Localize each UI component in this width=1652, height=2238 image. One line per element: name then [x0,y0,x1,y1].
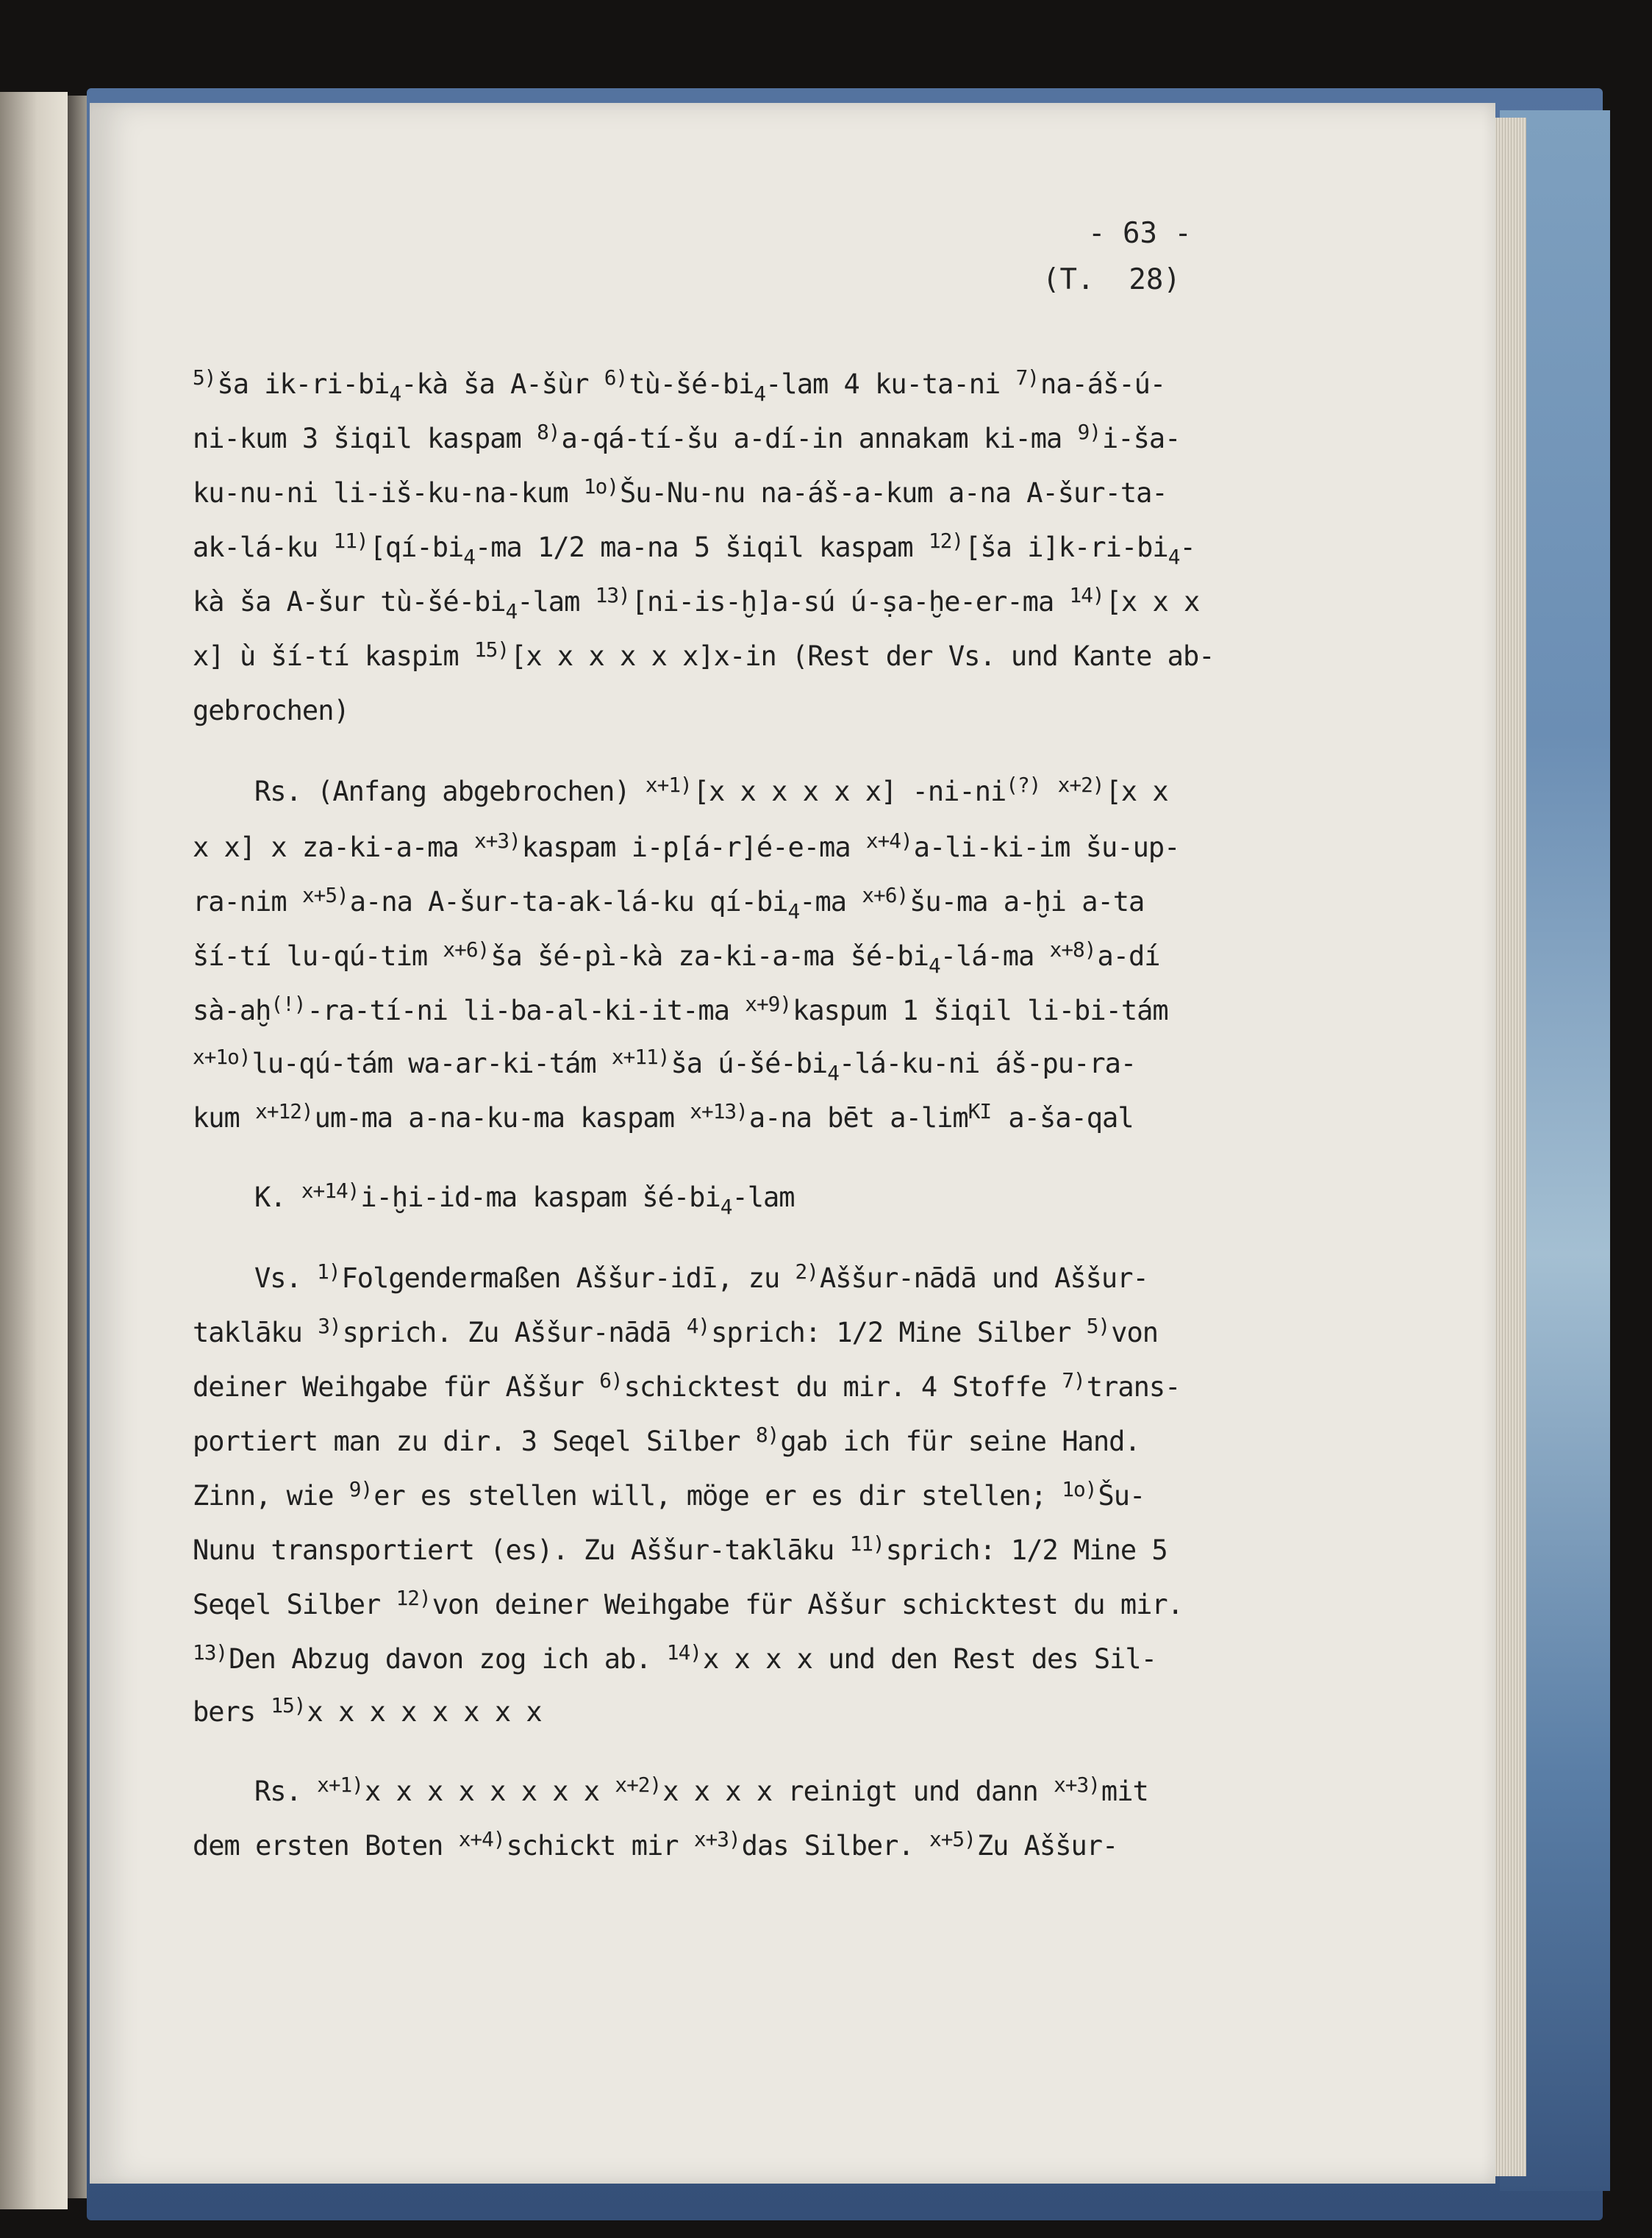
text-run: a-qá-tí-šu a-dí-in annakam ki-ma [561,423,1078,454]
line-text [193,1476,1145,1512]
text-line [193,1692,542,1728]
line-number-mark: 11) [333,528,368,553]
line-number-mark: 5) [193,365,216,390]
line-text [193,473,1168,509]
text-run: sprich: 1/2 Mine Silber [711,1317,1087,1348]
text-run: a-li-ki-im šu-up- [913,832,1180,863]
line-number-mark: 13) [595,582,630,607]
line-number-mark: x+2) [615,1772,662,1797]
line-number-mark: x+9) [745,991,792,1016]
text-run: ku-nu-ni li-iš-ku-na-kum [193,477,584,509]
text-line [193,1585,1183,1620]
left-page-edge [0,92,68,2209]
book-page [90,103,1495,2184]
text-line [193,1640,1156,1675]
text-run: ša ú-šé-bi [671,1048,828,1079]
text-run: Šu-Nu-nu na-áš-a-kum a-na A-šur-ta- [620,477,1168,509]
text-run: - [1179,532,1195,563]
line-text [193,365,1166,406]
line-number-mark: 7) [1015,365,1039,390]
text-run: Zu Aššur- [976,1830,1118,1862]
text-run: a-na A-šur-ta-ak-lá-ku qí-bi [349,886,788,918]
text-run: Šu- [1098,1480,1145,1512]
text-line [193,528,1195,569]
text-run: Seqel Silber [193,1589,396,1620]
line-number-mark: (!) [271,991,306,1016]
text-run: x x x x reinigt und dann [662,1776,1054,1807]
text-run: [x x [1105,776,1168,807]
text-run: dem ersten Boten [193,1830,459,1862]
text-run: sà-aḫ [193,995,271,1026]
text-line [193,937,1160,978]
line-text [193,1531,1168,1566]
line-number-mark: 9) [1077,419,1101,444]
text-run: tù-šé-bi [629,368,754,400]
text-run: [x x x x x x]x-in (Rest der Vs. und Kante ab- [510,640,1215,672]
line-number-mark: 14) [1069,582,1104,607]
line-number-mark: x+3) [1054,1772,1100,1797]
line-number-mark: 12) [396,1585,431,1610]
line-number-mark: 15) [271,1692,306,1717]
text-run: ša ik-ri-bi [217,368,390,400]
line-text [254,772,1168,807]
line-number-mark: 1o) [1062,1476,1097,1501]
text-run: -ma 1/2 ma-na 5 šiqil kaspam [474,532,929,563]
text-line [193,697,349,724]
text-run: -lá-ma [940,940,1050,972]
text-line [193,1044,1137,1085]
text-line [193,1826,1118,1862]
text-run: K. [254,1181,301,1213]
line-text [193,991,1168,1026]
sign-index: 4 [1168,544,1180,569]
text-run [1042,776,1057,807]
text-line [193,473,1168,509]
line-text [193,1585,1183,1620]
line-number-mark: 6) [599,1368,623,1393]
line-number-mark: 8) [755,1422,779,1447]
line-text [193,637,1215,672]
line-number-mark: 2) [795,1259,818,1284]
text-run: schickt mir [506,1830,694,1862]
line-text [193,528,1195,569]
text-run: -kà ša A-šùr [401,368,604,400]
text-run: mit [1101,1776,1148,1807]
text-run: a-ša-qal [993,1102,1134,1134]
text-run: von deiner Weihgabe für Aššur schicktest du mir. [432,1589,1183,1620]
line-number-mark: x+2) [1057,772,1104,797]
text-run: sprich: 1/2 Mine 5 [885,1534,1168,1566]
line-text [193,582,1200,623]
line-number-mark: x+12) [255,1098,313,1123]
text-run: a-dí [1097,940,1160,972]
text-line [254,772,1168,807]
line-number-mark: 14) [666,1640,701,1665]
line-number-mark: x+11) [611,1044,670,1069]
text-line [193,1098,1134,1134]
sign-index: 4 [389,381,401,406]
line-number-mark: 5) [1086,1313,1110,1338]
line-text [193,1826,1118,1862]
text-run: Folgendermaßen Aššur-idī, zu [341,1262,795,1294]
sign-index: 4 [720,1194,732,1219]
text-run: schicktest du mir. 4 Stoffe [623,1371,1062,1403]
line-number-mark: x+1o) [193,1044,251,1069]
line-number-mark: x+13) [690,1098,748,1123]
sign-index: 4 [827,1060,839,1085]
line-number-mark: x+8) [1049,937,1096,962]
text-line [193,991,1168,1026]
text-run: trans- [1086,1371,1181,1403]
text-run: -ma [799,886,862,918]
text-run: Nunu transportiert (es). Zu Aššur-taklāku [193,1534,850,1566]
line-text [193,828,1180,863]
text-run: [qí-bi [369,532,464,563]
text-line [193,1313,1159,1348]
line-number-mark: (?) [1006,772,1041,797]
line-text [193,1640,1156,1675]
page-number: - 63 - [1088,217,1192,250]
line-number-mark: 1o) [583,473,619,498]
text-run: x x x x x x x x [307,1696,542,1728]
text-line [193,1422,1140,1457]
line-text [193,1422,1140,1457]
text-run: [ša i]k-ri-bi [965,532,1168,563]
text-run: -ra-tí-ni li-ba-al-ki-it-ma [307,995,745,1026]
line-text [193,695,349,726]
text-run: x x] x za-ki-a-ma [193,832,474,863]
sign-index: 4 [787,898,800,923]
line-text [193,1313,1159,1348]
text-run: a-na bēt a-lim [748,1102,968,1134]
line-number-mark: 15) [473,637,509,662]
text-run: -lam 4 ku-ta-ni [765,368,1016,400]
line-number-mark: 12) [929,528,964,553]
text-run: -lá-ku-ni áš-pu-ra- [838,1048,1137,1079]
text-run: ša šé-pì-kà za-ki-a-ma šé-bi [490,940,929,972]
line-number-mark: 7) [1062,1368,1085,1393]
text-run: er es stellen will, möge er es dir stellen; [373,1480,1062,1512]
line-text [193,937,1160,978]
text-run: lu-qú-tám wa-ar-ki-tám [251,1048,612,1079]
line-text [193,1044,1137,1085]
text-line [193,1368,1181,1403]
text-run: Vs. [254,1262,318,1294]
line-number-mark: x+3) [693,1826,740,1851]
line-number-mark: x+5) [301,882,348,907]
line-number-mark: KI [968,1098,992,1123]
text-line [193,1531,1168,1566]
line-text [254,1772,1148,1807]
text-run: Rs. (Anfang abgebrochen) [254,776,646,807]
text-line [193,882,1145,923]
text-line [193,582,1200,623]
text-run: kaspum 1 šiqil li-bi-tám [793,995,1168,1026]
text-run: bers [193,1696,271,1728]
line-number-mark: x+6) [862,882,909,907]
text-run: -lam [732,1181,795,1213]
text-run: x x x x und den Rest des Sil- [702,1643,1156,1675]
line-number-mark: x+1) [317,1772,363,1797]
text-run: von [1111,1317,1159,1348]
line-number-mark: x+4) [865,828,912,853]
line-text [193,419,1181,454]
text-run: Aššur-nādā und Aššur- [819,1262,1148,1294]
text-run: deiner Weihgabe für Aššur [193,1371,600,1403]
text-run: kum [193,1102,256,1134]
text-run: Den Abzug davon zog ich ab. [229,1643,667,1675]
text-line [193,365,1166,406]
text-run: um-ma a-na-ku-ma kaspam [314,1102,690,1134]
line-number-mark: 6) [604,365,628,390]
text-run: das Silber. [741,1830,929,1862]
text-run: portiert man zu dir. 3 Seqel Silber [193,1426,756,1457]
text-run: gab ich für seine Hand. [780,1426,1140,1457]
text-line [254,1178,795,1219]
line-text [193,882,1145,923]
text-run: x] ù ší-tí kaspim [193,640,474,672]
text-run: sprich. Zu Aššur-nādā [342,1317,687,1348]
line-number-mark: 13) [193,1640,228,1665]
text-run: Zinn, wie [193,1480,349,1512]
text-run: [ni-is-ḫ]a-sú ú-ṣa-ḫe-er-ma [631,586,1070,618]
line-number-mark: x+3) [473,828,521,853]
line-number-mark: x+14) [301,1178,360,1203]
line-text [193,1692,542,1728]
line-number-mark: 9) [348,1476,373,1501]
text-run: [x x x [1105,586,1200,618]
line-number-mark: x+5) [929,1826,976,1851]
sign-index: 4 [505,598,518,623]
text-run: -lam [517,586,596,618]
text-run: ak-lá-ku [193,532,334,563]
text-run: ra-nim [193,886,302,918]
line-number-mark: x+6) [443,937,490,962]
line-number-mark: x+1) [645,772,692,797]
line-number-mark: 1) [317,1259,340,1284]
sign-index: 4 [463,544,475,569]
text-run: na-áš-ú- [1040,368,1166,400]
line-number-mark: 4) [686,1313,710,1338]
line-text [193,1368,1181,1403]
text-run: ší-tí lu-qú-tim [193,940,443,972]
line-number-mark: 3) [318,1313,341,1338]
text-run: gebrochen) [193,695,349,726]
text-line [193,419,1181,454]
text-line [193,1476,1145,1512]
text-run: i-ḫi-id-ma kaspam šé-bi [360,1181,720,1213]
text-run: Rs. [254,1776,318,1807]
line-number-mark: x+4) [458,1826,505,1851]
text-run: ni-kum 3 šiqil kaspam [193,423,537,454]
text-run: taklāku [193,1317,318,1348]
text-run: [x x x x x x] -ni-ni [693,776,1006,807]
sign-index: 4 [754,381,766,406]
text-run: šu-ma a-ḫi a-ta [909,886,1145,918]
text-line [254,1772,1148,1807]
line-text [254,1259,1148,1294]
text-run: x x x x x x x x [364,1776,615,1807]
text-run: i-ša- [1102,423,1181,454]
line-number-mark: 8) [537,419,560,444]
line-text [193,1098,1134,1134]
text-run: kaspam i-p[á-r]é-e-ma [521,832,866,863]
line-text [254,1178,795,1219]
text-run: kà ša A-šur tù-šé-bi [193,586,506,618]
text-line [193,828,1180,863]
line-number-mark: 11) [849,1531,884,1556]
text-reference: (T. 28) [1043,263,1181,296]
sign-index: 4 [928,953,940,978]
text-line [193,637,1215,672]
text-line [254,1259,1148,1294]
